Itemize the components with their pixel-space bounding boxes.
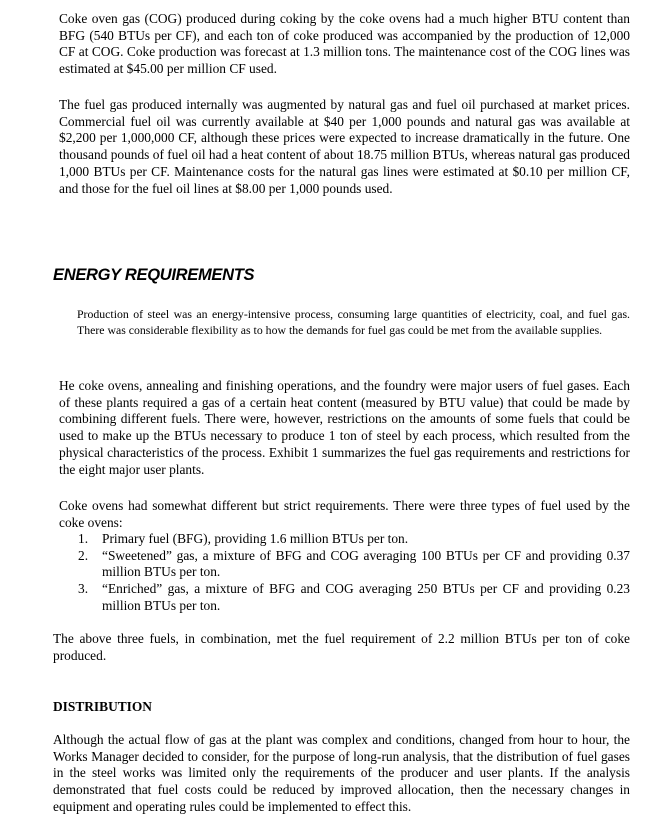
list-item-number: 3. xyxy=(78,581,89,597)
section-heading-energy-requirements: ENERGY REQUIREMENTS xyxy=(53,266,255,284)
paragraph-distribution: Although the actual flow of gas at the plant was complex and conditions, changed from hour to hour, the Works Manager decided to consider, for the purpose of long-run analysis, that the distribution of fuel gases in the steel works was limited only the requirements of the producer and user plants. If the analysis demonstrated that fuel costs could be reduced by improved allocation, then the necessary changes in equipment and operating rules could be implemented to effect this. xyxy=(53,732,630,814)
paragraph-coke-oven-gas: Coke oven gas (COG) produced during coking by the coke ovens had a much higher BTU content than BFG (540 BTUs per CF), and each ton of coke produced was accompanied by the production of 12,000 CF at COG. Coke production was forecast at 1.3 million tons. The maintenance cost of the COG lines was estimated at $45.00 per million CF used. xyxy=(59,11,630,77)
paragraph-energy-intro: Production of steel was an energy-intensive process, consuming large quantities of electricity, coal, and fuel gas. There was considerable flexibility as to how the demands for fuel gas could be met from the available supplies. xyxy=(77,307,630,338)
paragraph-purchased-fuels: The fuel gas produced internally was augmented by natural gas and fuel oil purchased at market prices. Commercial fuel oil was currently available at $40 per 1,000 pounds and natural gas was available at $2,200 per 1,000,000 CF, although these prices were expected to increase dramatically in the future. One thousand pounds of fuel oil had a heat content of about 18.75 million BTUs, whereas natural gas produced 1,000 BTUs per CF. Maintenance costs for the natural gas lines were estimated at $0.10 per million CF, and those for the fuel oil lines at $8.00 per 1,000 pounds used. xyxy=(59,97,630,196)
list-item-number: 2. xyxy=(78,547,89,563)
list-item-text: “Enriched” gas, a mixture of BFG and COG averaging 250 BTUs per CF and providing 0.23 million BTUs per ton. xyxy=(102,581,630,613)
list-item-number: 1. xyxy=(78,531,89,546)
paragraph-major-users: He coke ovens, annealing and finishing operations, and the foundry were major users of fuel gases. Each of these plants required a gas of a certain heat content (measured by BTU value) that could be made by combining different fuels. There were, however, restrictions on the amounts of some fuels that could be used to make up the BTUs necessary to produce 1 ton of steel by each process, which resulted from the physical characteristics of the process. Exhibit 1 summarizes the fuel gas requirements and restrictions for the eight major user plants. xyxy=(59,378,630,477)
section-heading-distribution: DISTRIBUTION xyxy=(53,699,152,714)
fuel-type-list xyxy=(78,531,630,615)
list-item xyxy=(78,548,630,581)
paragraph-combined-fuels: The above three fuels, in combination, met the fuel requirement of 2.2 million BTUs per ton of coke produced. xyxy=(53,631,630,663)
paragraph-coke-oven-requirements: Coke ovens had somewhat different but strict requirements. There were three types of fuel used by the coke ovens: xyxy=(59,498,630,530)
list-item xyxy=(78,531,630,548)
list-item-text: “Sweetened” gas, a mixture of BFG and COG averaging 100 BTUs per CF and providing 0.37 million BTUs per ton. xyxy=(102,547,630,580)
list-item xyxy=(78,581,630,614)
list-item-text: Primary fuel (BFG), providing 1.6 million BTUs per ton. xyxy=(102,531,409,546)
